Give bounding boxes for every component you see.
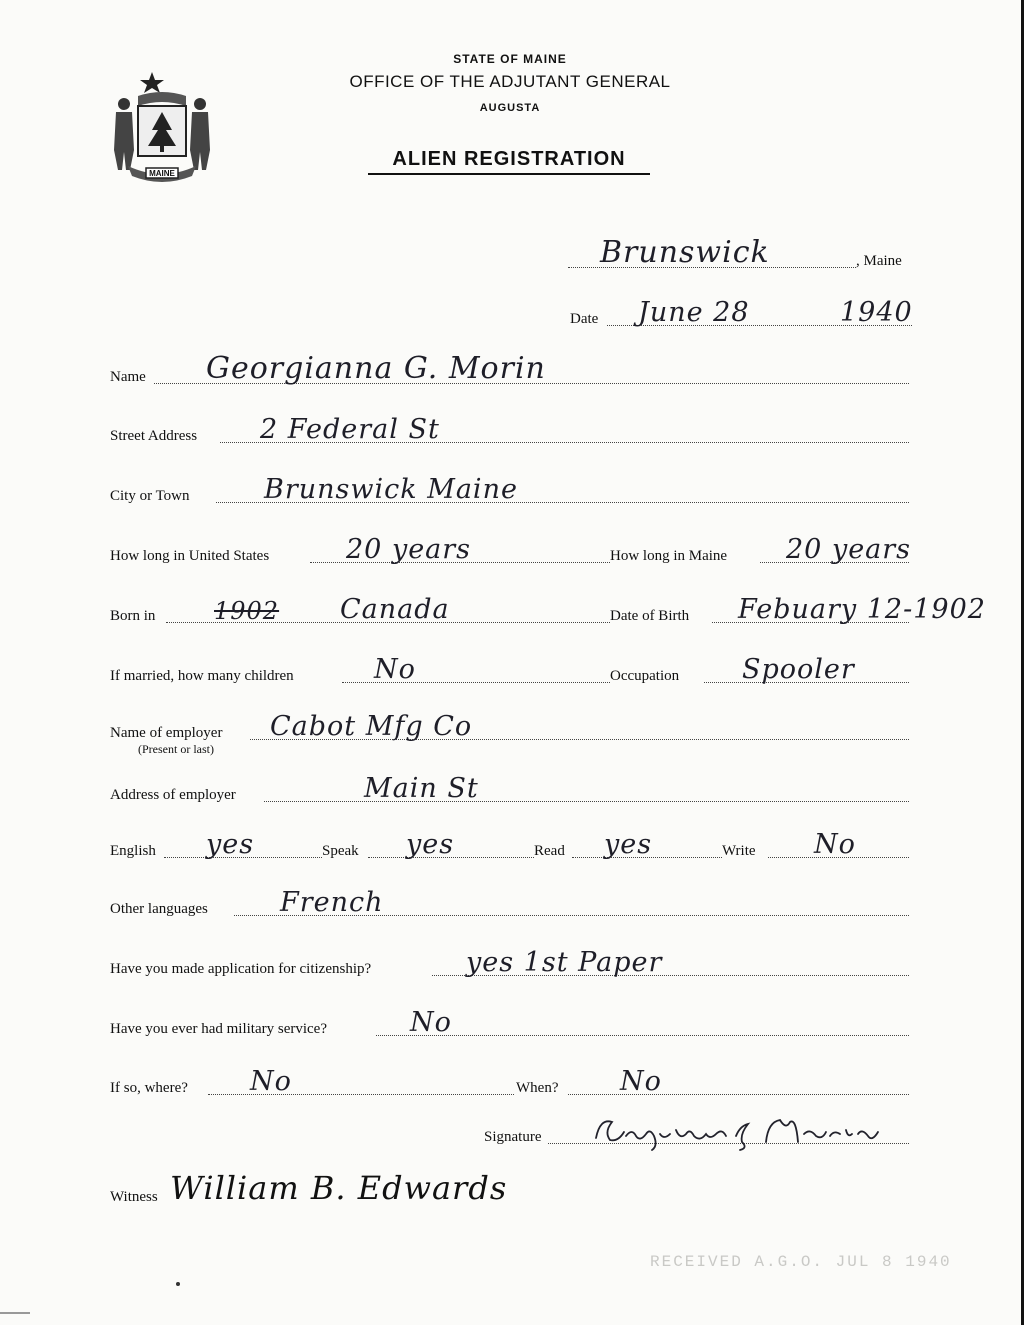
date-month-day[interactable]: June 28 (638, 297, 750, 328)
employer-name-label: Name of employer (110, 725, 223, 741)
how-long-maine-value[interactable]: 20 years (786, 534, 912, 565)
born-row (110, 594, 986, 629)
english-value[interactable]: yes (206, 829, 255, 860)
occupation-value[interactable]: Spooler (742, 654, 855, 685)
date-year[interactable]: 1940 (840, 297, 913, 328)
born-in-label: Born in (110, 608, 156, 624)
scan-edge-mark (0, 1312, 30, 1314)
speak-label: Speak (322, 843, 359, 859)
read-label: Read (534, 843, 565, 859)
how-long-row (110, 534, 912, 569)
employer-address-row (110, 773, 909, 808)
when-label: When? (516, 1080, 559, 1096)
employer-address-value[interactable]: Main St (364, 773, 479, 804)
where-when-row (110, 1066, 909, 1101)
employer-address-label: Address of employer (110, 787, 236, 803)
english-label: English (110, 843, 156, 859)
header-state: STATE OF MAINE (453, 52, 567, 66)
speak-value[interactable]: yes (406, 829, 455, 860)
witness-value[interactable]: William B. Edwards (170, 1169, 508, 1207)
name-label: Name (110, 369, 146, 385)
employer-name-sublabel: (Present or last) (138, 742, 214, 756)
how-long-us-label: How long in United States (110, 548, 270, 564)
other-languages-value[interactable]: French (280, 887, 384, 918)
form-title: ALIEN REGISTRATION (368, 148, 650, 175)
city-label: City or Town (110, 488, 190, 504)
place-suffix: , Maine (856, 253, 902, 269)
city-row (110, 474, 909, 509)
how-long-maine-label: How long in Maine (610, 548, 728, 564)
page-dot (176, 1282, 180, 1286)
received-stamp: RECEIVED A.G.O. JUL 8 1940 (650, 1253, 952, 1271)
if-so-where-label: If so, where? (110, 1080, 188, 1096)
other-languages-row (110, 887, 909, 922)
citizenship-row (110, 947, 909, 982)
how-long-us-value[interactable]: 20 years (346, 534, 472, 565)
header-office: OFFICE OF THE ADJUTANT GENERAL (349, 72, 671, 91)
if-so-where-value[interactable]: No (250, 1066, 292, 1097)
citizenship-value[interactable]: yes 1st Paper (466, 947, 663, 978)
employer-name-value[interactable]: Cabot Mfg Co (270, 711, 473, 742)
seal-label: MAINE (149, 169, 175, 178)
street-address-row (110, 414, 909, 449)
citizenship-label: Have you made application for citizenship? (110, 961, 372, 977)
read-value[interactable]: yes (604, 829, 653, 860)
name-value[interactable]: Georgianna G. Morin (206, 351, 546, 386)
when-value[interactable]: No (620, 1066, 662, 1097)
military-service-label: Have you ever had military service? (110, 1021, 327, 1037)
witness-row (110, 1169, 909, 1210)
occupation-label: Occupation (610, 668, 680, 684)
date-of-birth-label: Date of Birth (610, 608, 690, 624)
applicant-signature-icon[interactable] (590, 1112, 910, 1152)
place-row (110, 235, 909, 274)
city-value[interactable]: Brunswick Maine (264, 474, 518, 505)
employer-name-row (110, 711, 909, 756)
military-service-row (110, 1007, 909, 1042)
other-languages-label: Other languages (110, 901, 208, 917)
children-value[interactable]: No (374, 654, 416, 685)
military-service-value[interactable]: No (410, 1007, 452, 1038)
language-skills-row (110, 829, 909, 864)
signature-row (110, 1122, 909, 1150)
street-address-value[interactable]: 2 Federal St (260, 414, 440, 445)
write-value[interactable]: No (814, 829, 856, 860)
date-row (110, 297, 913, 332)
maine-state-seal-icon (108, 62, 216, 186)
witness-label: Witness (110, 1189, 158, 1205)
write-label: Write (722, 843, 756, 859)
date-of-birth-value[interactable]: Febuary 12-1902 (738, 594, 986, 625)
signature-label: Signature (484, 1129, 542, 1145)
street-address-label: Street Address (110, 428, 198, 444)
children-row (110, 654, 909, 689)
children-label: If married, how many children (110, 668, 294, 684)
born-in-struck-value: 1902 (214, 597, 280, 625)
place-value[interactable]: Brunswick (600, 235, 770, 270)
born-in-value[interactable]: Canada (340, 594, 450, 625)
header-city: AUGUSTA (479, 102, 541, 114)
date-label: Date (570, 311, 599, 327)
name-row (110, 351, 909, 390)
